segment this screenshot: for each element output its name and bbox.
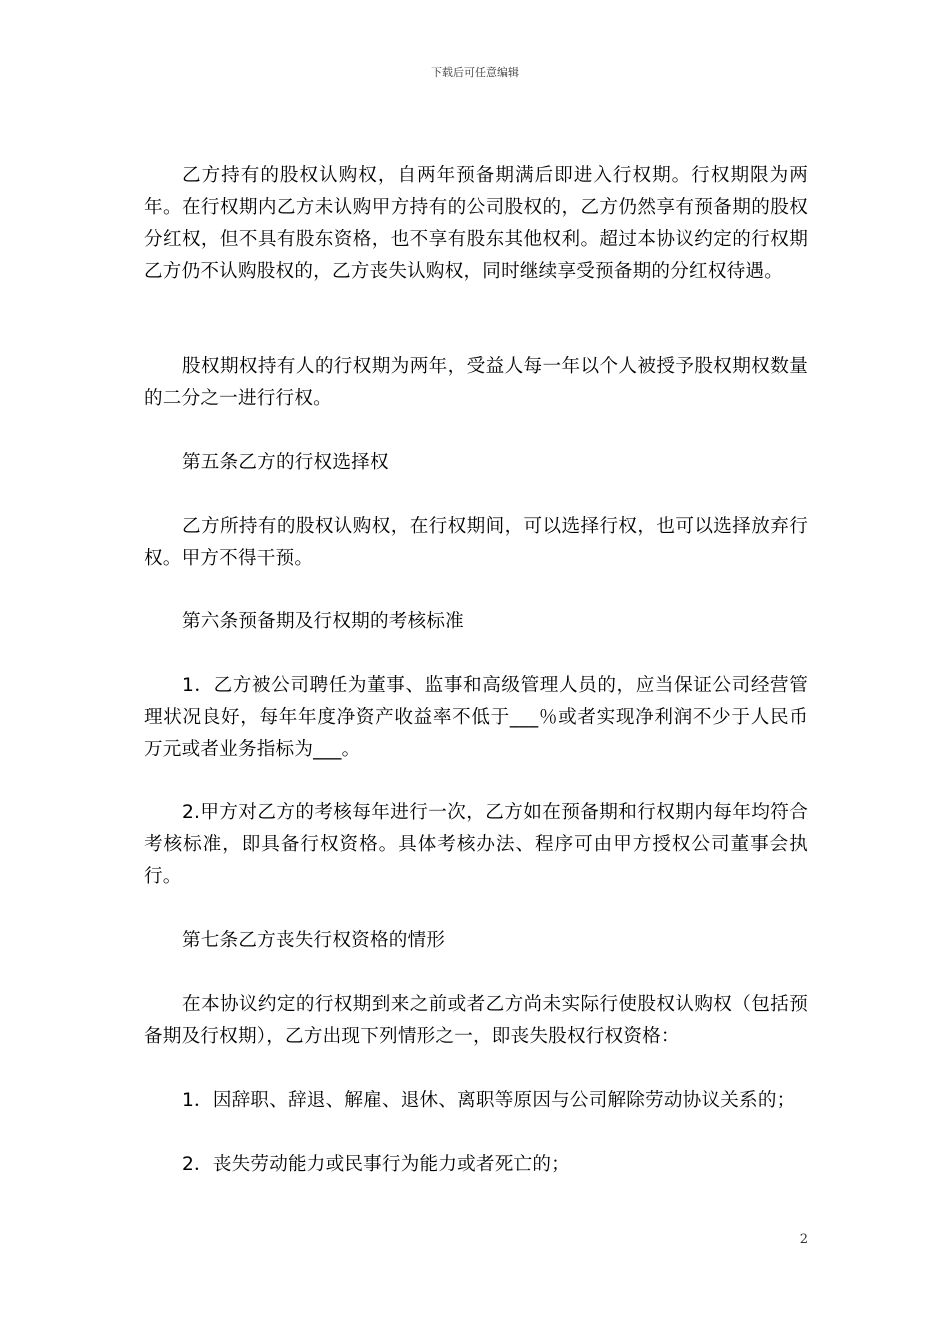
page-number: 2	[799, 1232, 808, 1247]
paragraph-exercise-ratio: 股权期权持有人的行权期为两年，受益人每一年以个人被授予股权期权数量的二分之一进行行权。	[144, 356, 808, 409]
page-header: 下载后可任意编辑	[431, 66, 519, 79]
article-6-heading: 第六条预备期及行权期的考核标准	[182, 611, 464, 632]
list-item-loss-1: 1．因辞职、辞退、解雇、退休、离职等原因与公司解除劳动协议关系的；	[182, 1090, 796, 1111]
list-item-loss-2: 2．丧失劳动能力或民事行为能力或者死亡的；	[182, 1154, 570, 1175]
paragraph-assessment-1: 1．乙方被公司聘任为董事、监事和高级管理人员的，应当保证公司经营管理状况良好，每年年度净资产收益率不低于___％或者实现净利润不少于人民币万元或者业务指标为___。	[144, 675, 808, 760]
paragraph-exercise-period: 乙方持有的股权认购权，自两年预备期满后即进入行权期。行权期限为两年。在行权期内乙方未认购甲方持有的公司股权的，乙方仍然享有预备期的股权分红权，但不具有股东资格，也不享有股东其他权利。超过本协议约定的行权期乙方仍不认购股权的，乙方丧失认购权，同时继续享受预备期的分红权待遇。	[144, 165, 808, 282]
paragraph-exercise-choice: 乙方所持有的股权认购权，在行权期间，可以选择行权，也可以选择放弃行权。甲方不得干预。	[144, 516, 808, 569]
paragraph-loss-conditions: 在本协议约定的行权期到来之前或者乙方尚未实际行使股权认购权（包括预备期及行权期），乙方出现下列情形之一，即丧失股权行权资格：	[144, 994, 808, 1047]
article-5-heading: 第五条乙方的行权选择权	[182, 452, 389, 473]
article-7-heading: 第七条乙方丧失行权资格的情形	[182, 930, 446, 951]
paragraph-assessment-2: 2.甲方对乙方的考核每年进行一次，乙方如在预备期和行权期内每年均符合考核标准，即具备行权资格。具体考核办法、程序可由甲方授权公司董事会执行。	[144, 802, 808, 887]
